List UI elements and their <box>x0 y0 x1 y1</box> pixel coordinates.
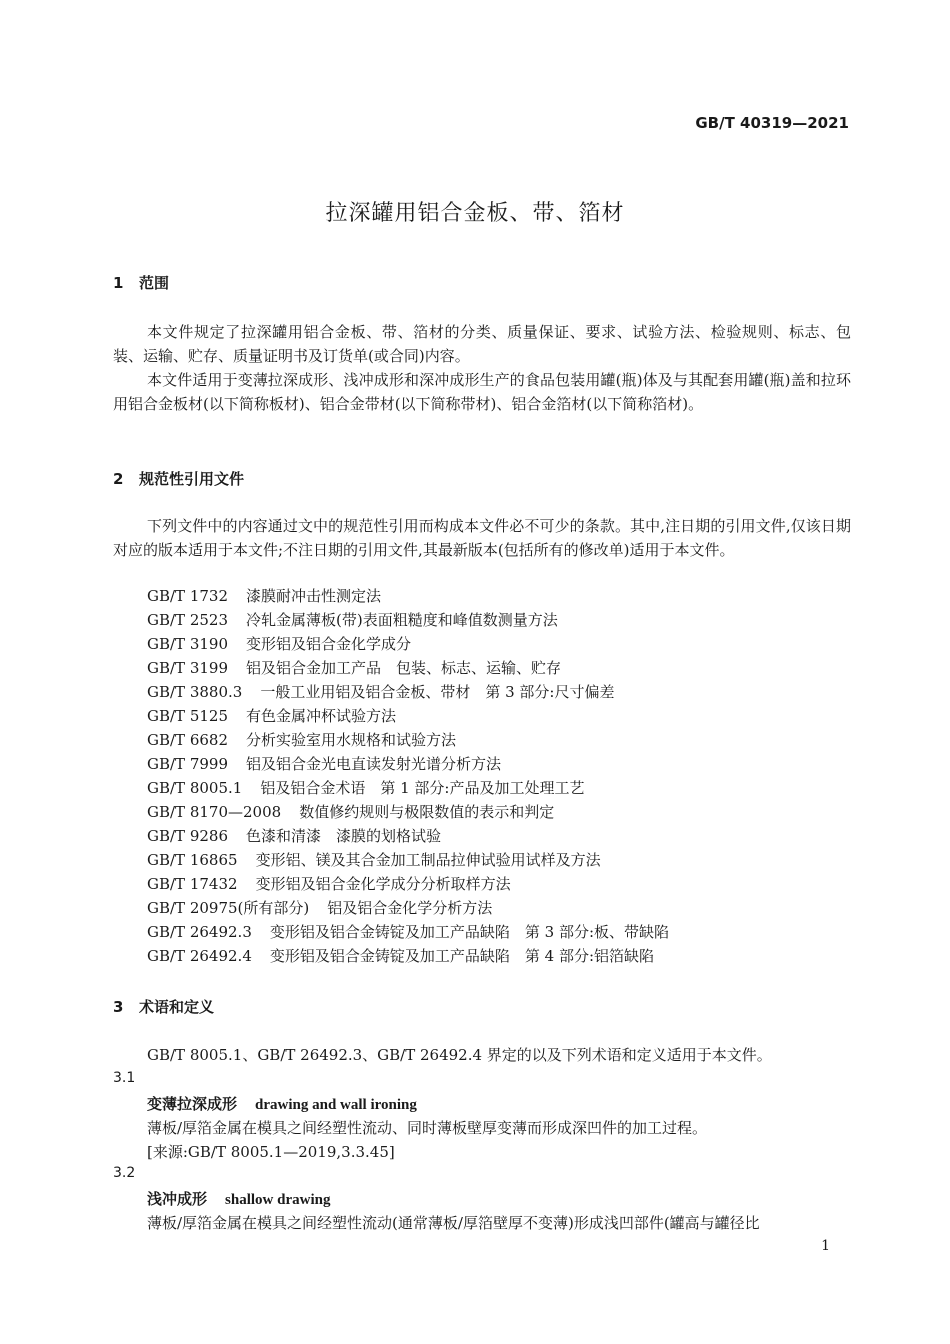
term-definition: 薄板/厚箔金属在模具之间经塑性流动、同时薄板壁厚变薄而形成深凹件的加工过程。 <box>147 1119 708 1137</box>
section-number: 3 <box>113 998 124 1016</box>
reference-title: 铝及铝合金术语 第 1 部分:产品及加工处理工艺 <box>260 779 585 797</box>
reference-title: 色漆和清漆 漆膜的划格试验 <box>246 827 442 845</box>
term-chinese: 浅冲成形 <box>147 1190 208 1208</box>
reference-title: 一般工业用铝及铝合金板、带材 第 3 部分:尺寸偏差 <box>260 683 615 701</box>
reference-item <box>147 920 669 944</box>
reference-code: GB/T 5125 <box>147 707 229 725</box>
reference-code: GB/T 8005.1 <box>147 779 243 797</box>
reference-item <box>147 944 654 968</box>
term-number: 3.2 <box>113 1165 136 1181</box>
reference-title: 有色金属冲杯试验方法 <box>246 707 397 725</box>
scope-paragraph-2: 本文件适用于变薄拉深成形、浅冲成形和深冲成形生产的食品包装用罐(瓶)体及与其配套用罐(瓶)盖和拉环用铝合金板材(以下简称板材)、铝合金带材(以下简称带材)、铝合金箔材(以下简称箔材)。 <box>113 371 851 413</box>
term-entry <box>147 1093 417 1114</box>
reference-item <box>147 896 492 920</box>
reference-code: GB/T 7999 <box>147 755 229 773</box>
section-3-heading <box>113 996 214 1017</box>
term-entry <box>147 1188 330 1209</box>
reference-title: 漆膜耐冲击性测定法 <box>246 587 382 605</box>
reference-code: GB/T 9286 <box>147 827 229 845</box>
section-title: 范围 <box>139 274 170 292</box>
reference-item <box>147 584 381 608</box>
reference-code: GB/T 26492.3 <box>147 923 252 941</box>
reference-title: 变形铝、镁及其合金加工制品拉伸试验用试样及方法 <box>255 851 601 869</box>
term-definition: 薄板/厚箔金属在模具之间经塑性流动(通常薄板/厚箔壁厚不变薄)形成浅凹部件(罐高与罐径比 <box>147 1214 760 1232</box>
reference-item <box>147 824 441 848</box>
term-chinese: 变薄拉深成形 <box>147 1095 238 1113</box>
reference-title: 铝及铝合金化学分析方法 <box>327 899 493 917</box>
section-1-heading <box>113 272 169 293</box>
standard-code: GB/T 40319—2021 <box>695 114 849 132</box>
reference-title: 变形铝及铝合金铸锭及加工产品缺陷 第 4 部分:铝箔缺陷 <box>269 947 655 965</box>
section-title: 术语和定义 <box>139 998 215 1016</box>
reference-code: GB/T 2523 <box>147 611 229 629</box>
reference-item <box>147 728 456 752</box>
term-source: [来源:GB/T 8005.1—2019,3.3.45] <box>147 1143 395 1161</box>
reference-code: GB/T 16865 <box>147 851 238 869</box>
reference-item <box>147 848 601 872</box>
reference-title: 变形铝及铝合金化学成分 <box>246 635 412 653</box>
reference-code: GB/T 20975(所有部分) <box>147 899 310 917</box>
reference-code: GB/T 1732 <box>147 587 229 605</box>
document-title: 拉深罐用铝合金板、带、箔材 <box>325 201 625 226</box>
scope-paragraph-1: 本文件规定了拉深罐用铝合金板、带、箔材的分类、质量保证、要求、试验方法、检验规则、标志、包装、运输、贮存、质量证明书及订货单(或合同)内容。 <box>113 323 851 365</box>
section-title: 规范性引用文件 <box>139 470 245 488</box>
term-english: shallow drawing <box>225 1192 331 1208</box>
reference-title: 铝及铝合金加工产品 包装、标志、运输、贮存 <box>246 659 562 677</box>
reference-title: 冷轧金属薄板(带)表面粗糙度和峰值数测量方法 <box>246 611 558 629</box>
reference-code: GB/T 3199 <box>147 659 229 677</box>
reference-item <box>147 800 554 824</box>
references-intro: 下列文件中的内容通过文中的规范性引用而构成本文件必不可少的条款。其中,注日期的引用文件,仅该日期对应的版本适用于本文件;不注日期的引用文件,其最新版本(包括所有的修改单)适用于本文件。 <box>113 517 851 559</box>
reference-code: GB/T 6682 <box>147 731 229 749</box>
reference-title: 变形铝及铝合金化学成分分析取样方法 <box>255 875 511 893</box>
reference-code: GB/T 3880.3 <box>147 683 243 701</box>
reference-item <box>147 752 501 776</box>
term-english: drawing and wall ironing <box>255 1097 417 1113</box>
reference-title: 数值修约规则与极限数值的表示和判定 <box>299 803 555 821</box>
reference-item <box>147 608 558 632</box>
page-number: 1 <box>821 1238 830 1254</box>
reference-item <box>147 680 614 704</box>
reference-item <box>147 704 396 728</box>
reference-item <box>147 872 511 896</box>
terms-intro: GB/T 8005.1、GB/T 26492.3、GB/T 26492.4 界定的以及下列术语和定义适用于本文件。 <box>147 1046 772 1064</box>
reference-title: 变形铝及铝合金铸锭及加工产品缺陷 第 3 部分:板、带缺陷 <box>269 923 670 941</box>
section-number: 2 <box>113 470 124 488</box>
reference-code: GB/T 8170—2008 <box>147 803 282 821</box>
reference-item <box>147 656 561 680</box>
section-number: 1 <box>113 274 124 292</box>
reference-title: 分析实验室用水规格和试验方法 <box>246 731 457 749</box>
reference-code: GB/T 3190 <box>147 635 229 653</box>
reference-code: GB/T 17432 <box>147 875 238 893</box>
reference-item <box>147 632 411 656</box>
reference-title: 铝及铝合金光电直读发射光谱分析方法 <box>246 755 502 773</box>
reference-item <box>147 776 584 800</box>
term-number: 3.1 <box>113 1070 136 1086</box>
section-2-heading <box>113 468 244 489</box>
reference-code: GB/T 26492.4 <box>147 947 252 965</box>
